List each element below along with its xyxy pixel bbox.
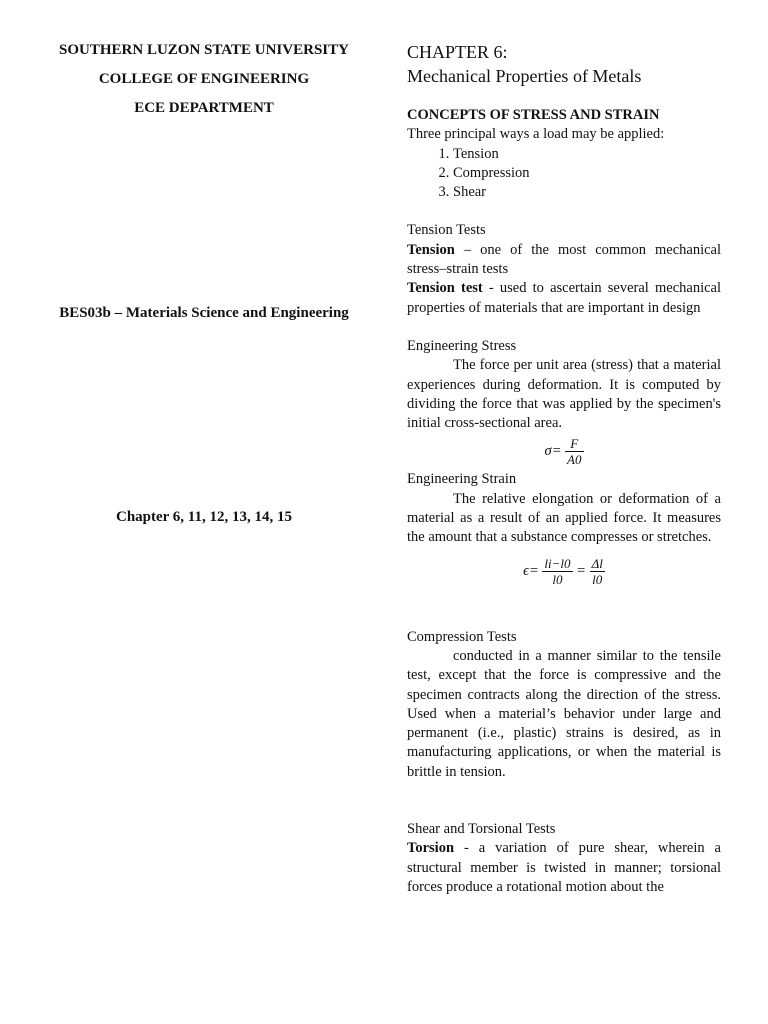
tension-term: Tension xyxy=(407,241,455,258)
tension-test-term: Tension test xyxy=(407,280,483,297)
strain-eq-numerator-1: li−l0 xyxy=(544,555,571,571)
university-name: SOUTHERN LUZON STATE UNIVERSITY xyxy=(59,42,349,58)
stress-fraction xyxy=(565,436,583,467)
shear-heading: Shear and Torsional Tests xyxy=(407,821,556,838)
concepts-intro: Three principal ways a load may be applied: xyxy=(407,126,665,143)
list-item: 2. Compression xyxy=(453,164,721,183)
strain-eq-numerator-2: Δl xyxy=(591,555,603,571)
right-column xyxy=(407,40,721,897)
course-title: BES03b – Materials Science and Engineering xyxy=(59,305,349,321)
strain-eq-equals: = xyxy=(576,562,586,579)
strain-eq-denominator-2: l0 xyxy=(592,571,603,587)
department-name: ECE DEPARTMENT xyxy=(134,100,274,116)
tension-def-text: – one of the most common mechanical stress–strain tests xyxy=(407,241,721,278)
strain-eq-denominator-1: l0 xyxy=(552,571,563,587)
tension-test-definition xyxy=(407,279,721,318)
torsion-def-text: - a variation of pure shear, wherein a structural member is twisted in manner; torsional forces produce a rotational motion about the xyxy=(407,840,721,895)
tension-definition xyxy=(407,241,721,280)
compression-body: conducted in a manner similar to the tensile test, except that the force is compressive and the specimen contracts along the direction of the stress. Used when a material’s behavior under large and permanent (i.e., plastic) strains is desired, as in manufacturing applications, or when the material is brittle in tension. xyxy=(407,647,721,780)
stress-eq-numerator: F xyxy=(565,436,583,452)
chapter-number: CHAPTER 6: xyxy=(407,42,508,62)
torsion-definition xyxy=(407,839,721,897)
list-item: 3. Shear xyxy=(453,183,721,202)
strain-fraction-1 xyxy=(542,556,572,587)
stress-equation xyxy=(407,436,721,467)
strain-equation xyxy=(407,556,721,587)
chapter-list: Chapter 6, 11, 12, 13, 14, 15 xyxy=(116,509,292,525)
college-name: COLLEGE OF ENGINEERING xyxy=(98,71,310,87)
tension-heading: Tension Tests xyxy=(407,222,486,239)
stress-heading: Engineering Stress xyxy=(407,337,517,354)
strain-heading: Engineering Strain xyxy=(407,471,517,488)
stress-eq-denominator: A0 xyxy=(567,452,582,468)
concepts-heading: CONCEPTS OF STRESS AND STRAIN xyxy=(407,107,660,123)
tension-test-def-text: - used to ascertain several mechanical properties of materials that are important in design xyxy=(407,280,722,316)
torsion-term: Torsion xyxy=(407,840,455,857)
stress-body: The force per unit area (stress) that a material experiences during deformation. It is computed by dividing the force that was applied by the specimen's initial cross-sectional area. xyxy=(407,357,721,432)
chapter-title: Mechanical Properties of Metals xyxy=(407,66,642,86)
strain-eq-lhs: ϵ= xyxy=(523,562,539,579)
compression-heading: Compression Tests xyxy=(407,628,517,645)
strain-fraction-2 xyxy=(590,556,605,587)
stress-eq-lhs: σ= xyxy=(544,443,562,460)
list-item: 1. Tension xyxy=(453,145,721,164)
load-types-list xyxy=(407,145,721,203)
strain-body: The relative elongation or deformation of a material as a result of an applied force. It measures the amount that a substance compresses or stretches. xyxy=(407,490,721,546)
